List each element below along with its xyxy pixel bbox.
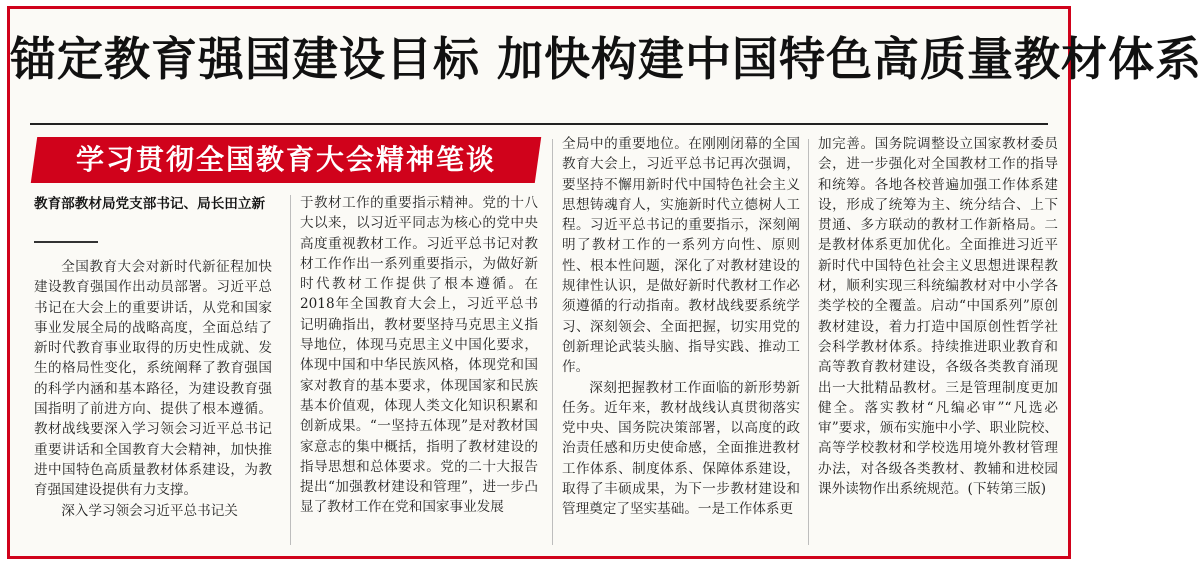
paragraph: 全局中的重要地位。在刚刚闭幕的全国教育大会上，习近平总书记再次强调，要坚持不懈用新时代中国特色社会主义思想铸魂育人，实施新时代立德树人工程。习近平总书记的重要指示，深刻阐明了教材工作的一系列方向性、原则性、根本性问题，深化了对教材建设的规律性认识，是做好新时代教材工作必须遵循的行动指南。教材战线要系统学习、深刻领会、全面把握，切实用党的创新理论武装头脑、指导实践、推动工作。 bbox=[562, 136, 800, 376]
article-column-2 bbox=[300, 193, 538, 518]
column-divider bbox=[552, 139, 553, 545]
newspaper-page bbox=[7, 6, 1202, 559]
byline-rule bbox=[34, 241, 98, 243]
column-banner bbox=[31, 137, 541, 183]
article-column-4 bbox=[818, 134, 1058, 499]
paragraph: 深刻把握教材工作面临的新形势新任务。近年来，教材战线认真贯彻落实党中央、国务院决策部署，以高度的政治责任感和历史使命感，全面推进教材工作体系、制度体系、保障体系建设，取得了丰硕成果，为下一步教材建设和管理奠定了坚实基础。一是工作体系更 bbox=[562, 379, 800, 518]
headline-rule bbox=[30, 123, 1048, 125]
column-divider bbox=[808, 139, 809, 545]
paragraph: 全国教育大会对新时代新征程加快建设教育强国作出动员部署。习近平总书记在大会上的重要讲话，从党和国家事业发展全局的战略高度，全面总结了新时代教育事业取得的历史性成就、发生的格局性变化，系统阐释了教育强国的科学内涵和基本路径，为建设教育强国指明了前进方向、提供了根本遵循。教材战线要深入学习领会习近平总书记重要讲话和全国教育大会精神，加快推进中国特色高质量教材体系建设，为教育强国建设提供有力支撑。 bbox=[34, 259, 272, 499]
column-divider bbox=[290, 195, 291, 545]
headline: 锚定教育强国建设目标 加快构建中国特色高质量教材体系 bbox=[10, 32, 1202, 86]
article-column-1 bbox=[34, 257, 272, 521]
paragraph: 加完善。国务院调整设立国家教材委员会，进一步强化对全国教材工作的指导和统筹。各地各校普遍加强工作体系建设，形成了统筹为主、统分结合、上下贯通、多方联动的教材工作新格局。二是教材体系更加优化。全面推进习近平新时代中国特色社会主义思想进课程教材，顺利实现三科统编教材对中小学各类学校的全覆盖。启动“中国系列”原创教材建设，着力打造中国原创性哲学社会科学教材体系。持续推进职业教育和高等教育教材建设，各级各类教育涌现出一大批精品教材。三是管理制度更加健全。落实教材“凡编必审”“凡选必审”要求，颁布实施中小学、职业院校、高等学校教材和学校选用境外教材管理办法，对各级各类教材、教辅和进校园课外读物作出系统规范。(下转第三版) bbox=[818, 136, 1058, 498]
paragraph: 深入学习领会习近平总书记关 bbox=[61, 502, 238, 519]
article-column-3 bbox=[562, 134, 800, 520]
paragraph: 于教材工作的重要指示精神。党的十八大以来，以习近平同志为核心的党中央高度重视教材工作。习近平总书记对教材工作作出一系列重要指示，为做好新时代教材工作提供了根本遵循。在2018年全国教育大会上，习近平总书记明确指出，教材要坚持马克思主义指导地位，体现马克思主义中国化要求，体现中国和中华民族风格，体现党和国家对教育的基本要求，体现国家和民族基本价值观，体现人类文化知识积累和创新成果。“一坚持五体现”是对教材国家意志的集中概括，指明了教材建设的指导思想和总体要求。党的二十大报告提出“加强教材建设和管理”，进一步凸显了教材工作在党和国家事业发展 bbox=[300, 195, 538, 516]
author-byline: 教育部教材局党支部书记、局长田立新 bbox=[34, 196, 266, 212]
banner-text: 学习贯彻全国教育大会精神笔谈 bbox=[75, 143, 496, 176]
